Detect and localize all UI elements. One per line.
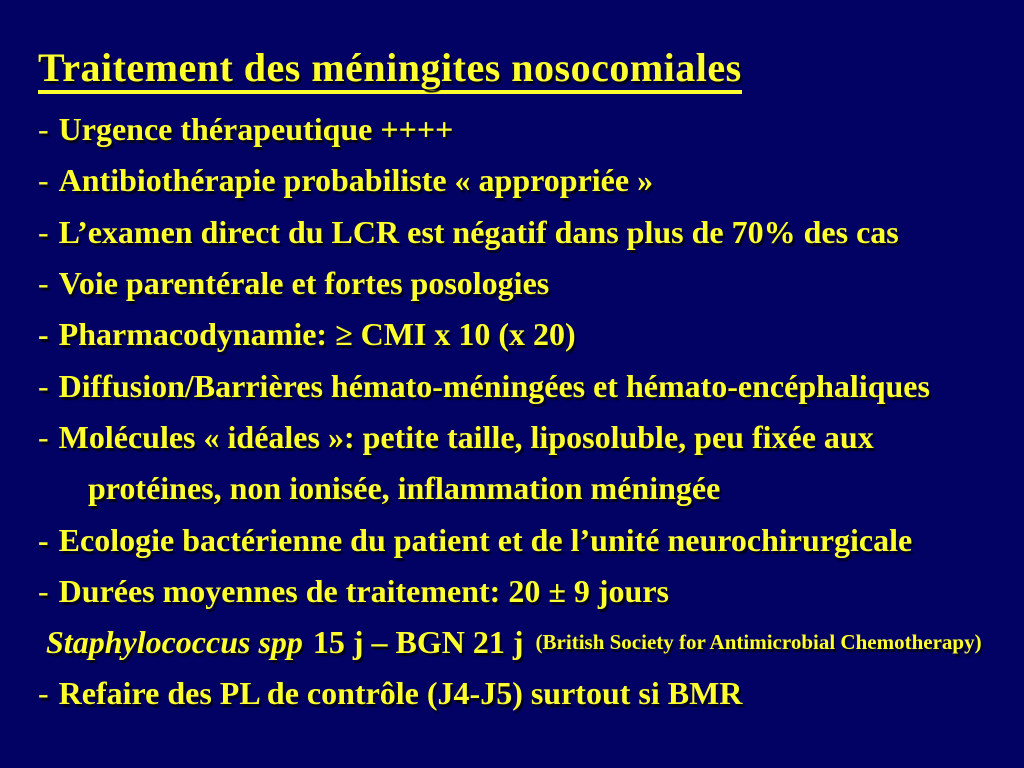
bullet-line (38, 463, 1022, 514)
bullet-text: Durées moyennes de traitement: 20 ± 9 jours (58, 572, 669, 609)
bullet-line (38, 104, 1022, 155)
bullet-dash: - (38, 572, 49, 609)
bullet-line (38, 258, 1022, 309)
bullet-text: 15 j – BGN 21 j (312, 624, 524, 661)
bullet-dash: - (38, 521, 49, 558)
bullet-text: Urgence thérapeutique ++++ (58, 111, 454, 148)
bullet-dash: - (38, 675, 49, 712)
bullet-dash: - (38, 162, 49, 199)
bullet-text: L’examen direct du LCR est négatif dans plus de 70% des cas (58, 213, 899, 250)
bullet-line (38, 514, 1022, 565)
citation-text: (British Society for Antimicrobial Chemotherapy) (535, 630, 982, 655)
bullet-dash: - (38, 265, 49, 302)
bullet-line (38, 668, 1022, 719)
bullet-text: Ecologie bactérienne du patient et de l’unité neurochirurgicale (58, 521, 913, 558)
bullet-line (38, 617, 1022, 668)
bullet-dash: - (38, 316, 49, 353)
bullet-line (38, 566, 1022, 617)
bullet-dash: - (38, 111, 49, 148)
bullet-line (38, 360, 1022, 411)
bullet-text: Molécules « idéales »: petite taille, liposoluble, peu fixée aux (58, 418, 874, 455)
slide-title: Traitement des méningites nosocomiales (38, 47, 742, 94)
bullet-text: Pharmacodynamie: ≥ CMI x 10 (x 20) (58, 316, 576, 353)
bullet-list (38, 104, 1022, 720)
bullet-dash: - (38, 418, 49, 455)
bullet-text: Refaire des PL de contrôle (J4-J5) surtout si BMR (58, 675, 743, 712)
bullet-line (38, 412, 1022, 463)
bullet-line (38, 155, 1022, 206)
bullet-line (38, 207, 1022, 258)
bullet-dash: - (38, 367, 49, 404)
bullet-text: Antibiothérapie probabiliste « appropriée » (58, 162, 654, 199)
bullet-text: Voie parentérale et fortes posologies (58, 265, 550, 302)
bullet-line (38, 309, 1022, 360)
bullet-text: protéines, non ionisée, inflammation méningée (88, 470, 721, 507)
bullet-text-italic: Staphylococcus spp (46, 624, 303, 661)
bullet-dash: - (38, 213, 49, 250)
bullet-text: Diffusion/Barrières hémato-méningées et hémato-encéphaliques (58, 367, 930, 404)
